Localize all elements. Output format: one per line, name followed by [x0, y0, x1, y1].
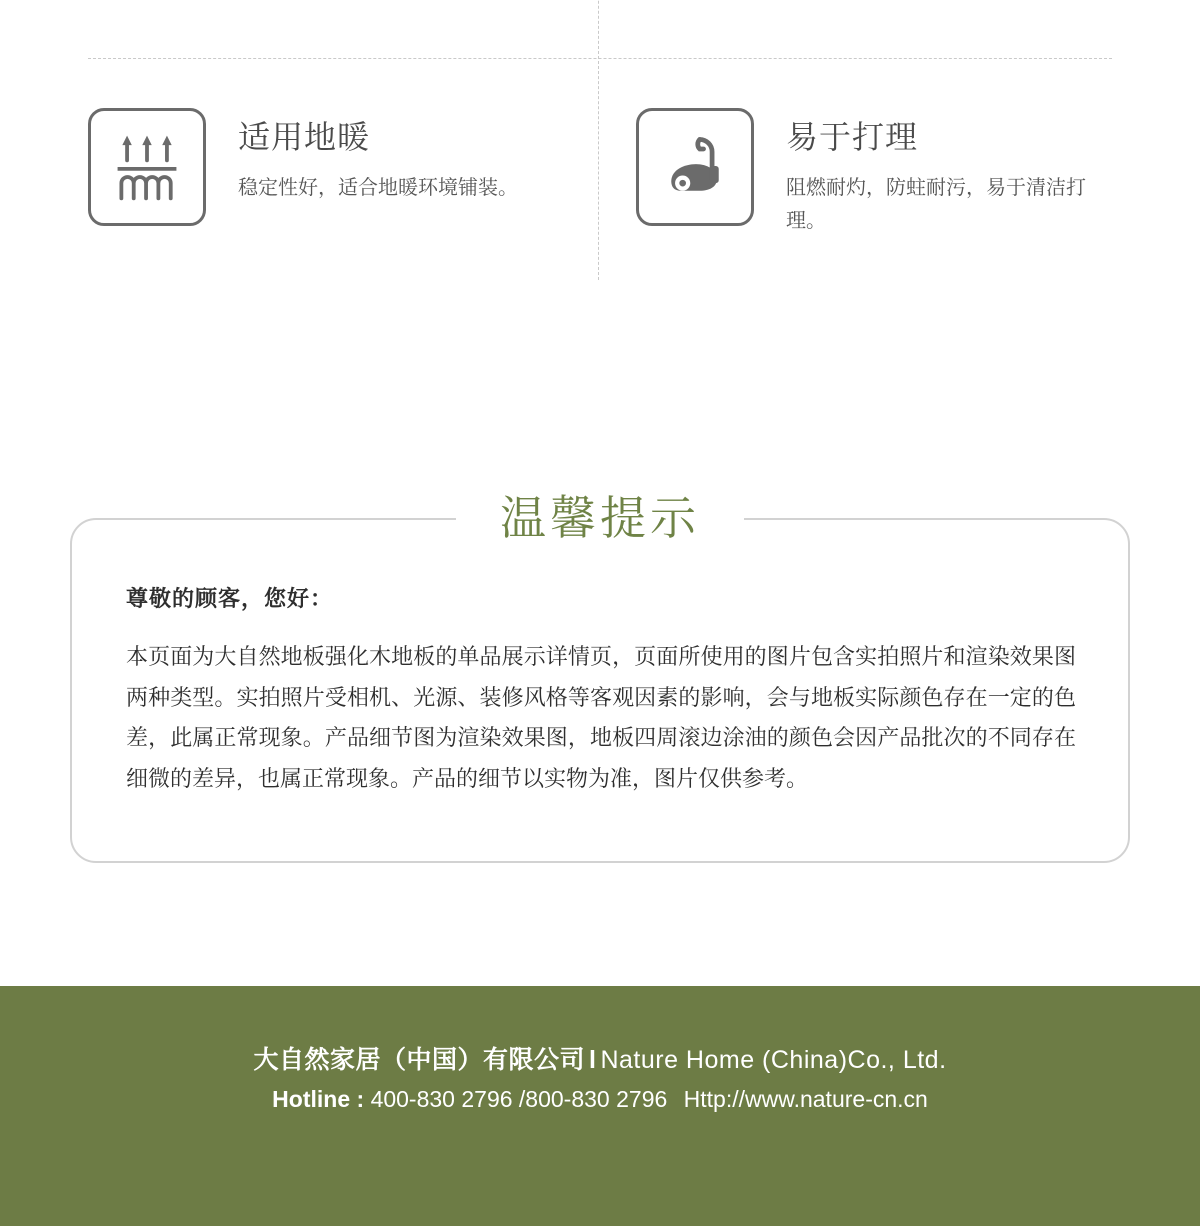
feature-text-easy-clean [786, 108, 1116, 238]
feature-text-floor-heating [238, 108, 518, 205]
footer-hotline-label: Hotline : [272, 1086, 365, 1113]
feature-title: 适用地暖 [238, 119, 371, 155]
tips-greeting: 尊敬的顾客，您好： [126, 586, 334, 611]
tips-section [70, 450, 1130, 870]
footer-company-line [0, 1042, 1200, 1078]
vacuum-cleaner-icon-svg [639, 111, 751, 223]
features-section [0, 0, 1200, 300]
feature-desc: 稳定性好，适合地暖环境铺装。 [238, 177, 518, 199]
footer-separator: l [588, 1046, 597, 1074]
footer-website[interactable]: Http://www.nature-cn.cn [683, 1086, 928, 1113]
footer-company-en: Nature Home (China)Co., Ltd. [600, 1046, 947, 1074]
feature-item-floor-heating [88, 108, 518, 226]
footer-inner [0, 986, 1200, 1117]
footer-hotline-numbers: 400-830 2796 /800-830 2796 [370, 1086, 668, 1113]
footer-company-cn: 大自然家居（中国）有限公司 [253, 1046, 585, 1074]
tips-paragraph: 本页面为大自然地板强化木地板的单品展示详情页，页面所使用的图片包含实拍照片和渲染效果图两种类型。实拍照片受相机、光源、装修风格等客观因素的影响，会与地板实际颜色存在一定的色差，此属正常现象。产品细节图为渲染效果图，地板四周滚边涂油的颜色会因产品批次的不同存在细微的差异，也属正常现象。产品的细节以实物为准，图片仅供参考。 [126, 644, 1076, 792]
vertical-divider [598, 0, 599, 280]
vacuum-cleaner-icon [636, 108, 754, 226]
floor-heating-icon [88, 108, 206, 226]
footer-contact-line [0, 1082, 1200, 1117]
page-footer [0, 986, 1200, 1226]
horizontal-divider [88, 58, 1112, 59]
feature-desc: 阻燃耐灼，防蛀耐污，易于清洁打理。 [786, 177, 1086, 232]
tips-body [126, 582, 1076, 800]
tips-title-wrap [70, 488, 1130, 548]
feature-item-easy-clean [636, 108, 1116, 238]
floor-heating-icon-svg [91, 111, 203, 223]
feature-title: 易于打理 [786, 119, 919, 155]
tips-title: 温馨提示 [456, 488, 744, 548]
